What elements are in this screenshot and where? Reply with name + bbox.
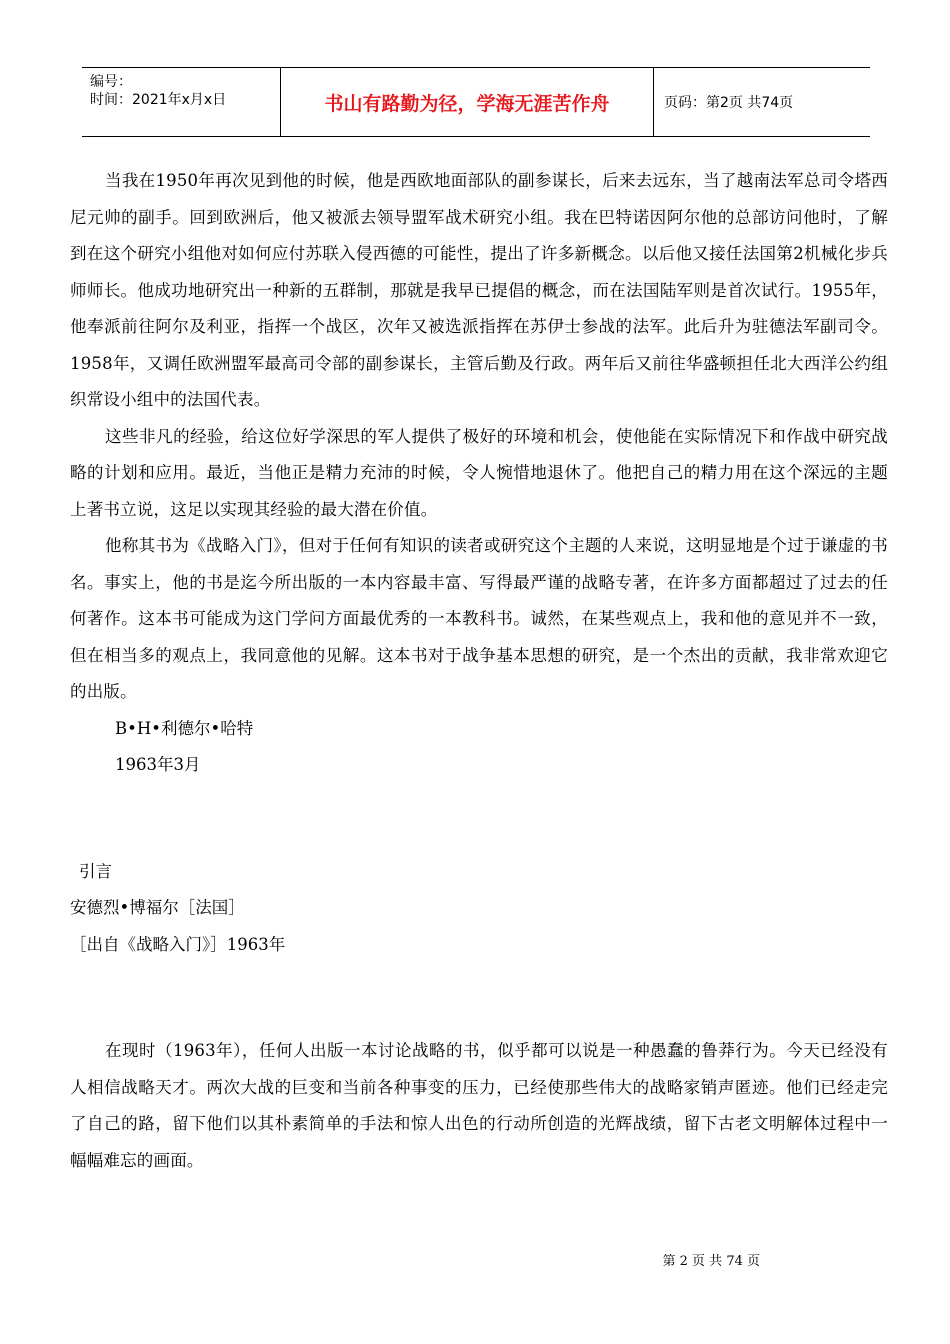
section-source: ［出自《战略入门》］1963年 <box>70 934 286 954</box>
paragraph-1: 当我在1950年再次见到他的时候，他是西欧地面部队的副参谋长，后来去远东，当了越南法军总司令塔西尼元帅的副手。回到欧洲后，他又被派去领导盟军战术研究小组。我在巴特诺因阿尔他的总部访问他时，了解到在这个研究小组他对如何应付苏联入侵西德的可能性，提出了许多新概念。以后他又接任法国第2机械化步兵师师长。他成功地研究出一种新的五群制，那就是我早已提倡的概念，而在法国陆军则是首次试行。1955年，他奉派前往阿尔及利亚，指挥一个战区，次年又被选派指挥在苏伊士参战的法军。此后升为驻德法军副司令。1958年，又调任欧洲盟军最高司令部的副参谋长，主管后勤及行政。两年后又前往华盛顿担任北大西洋公约组织常设小组中的法国代表。 <box>70 171 888 409</box>
header-motto: 书山有路勤为径，学海无涯苦作舟 <box>281 68 654 136</box>
page-header <box>82 67 870 137</box>
paragraph-4: 在现时（1963年），任何人出版一本讨论战略的书，似乎都可以说是一种愚蠢的鲁莽行为。今天已经没有人相信战略天才。两次大战的巨变和当前各种事变的压力，已经使那些伟大的战略家销声匿迹。他们已经走完了自己的路，留下他们以其朴素简单的手法和惊人出色的行动所创造的光辉战绩，留下古老文明解体过程中一幅幅难忘的画面。 <box>70 1041 888 1170</box>
section-title: 引言 <box>79 861 112 881</box>
page-footer: 第 2 页 共 74 页 <box>662 1254 760 1269</box>
section-author: 安德烈•博福尔［法国］ <box>70 898 245 917</box>
document-body <box>70 163 888 1179</box>
time-label: 时间：2021年x月x日 <box>90 92 227 108</box>
header-meta <box>82 68 281 136</box>
number-label: 编号： <box>90 74 132 90</box>
signature-date: 1963年3月 <box>115 755 201 774</box>
paragraph-2: 这些非凡的经验，给这位好学深思的军人提供了极好的环境和机会，使他能在实际情况下和作战中研究战略的计划和应用。最近，当他正是精力充沛的时候，令人惋惜地退休了。他把自己的精力用在这个深远的主题上著书立说，这足以实现其经验的最大潜在价值。 <box>70 426 888 519</box>
paragraph-3: 他称其书为《战略入门》，但对于任何有知识的读者或研究这个主题的人来说，这明显地是个过于谦虚的书名。事实上，他的书是迄今所出版的一本内容最丰富、写得最严谨的战略专著，在许多方面都超过了过去的任何著作。这本书可能成为这门学问方面最优秀的一本教科书。诚然，在某些观点上，我和他的意见并不一致，但在相当多的观点上，我同意他的见解。这本书对于战争基本思想的研究，是一个杰出的贡献，我非常欢迎它的出版。 <box>70 536 888 701</box>
signature: B•H•利德尔•哈特 <box>115 718 254 738</box>
header-page-code: 页码：第2页 共74页 <box>664 95 794 111</box>
